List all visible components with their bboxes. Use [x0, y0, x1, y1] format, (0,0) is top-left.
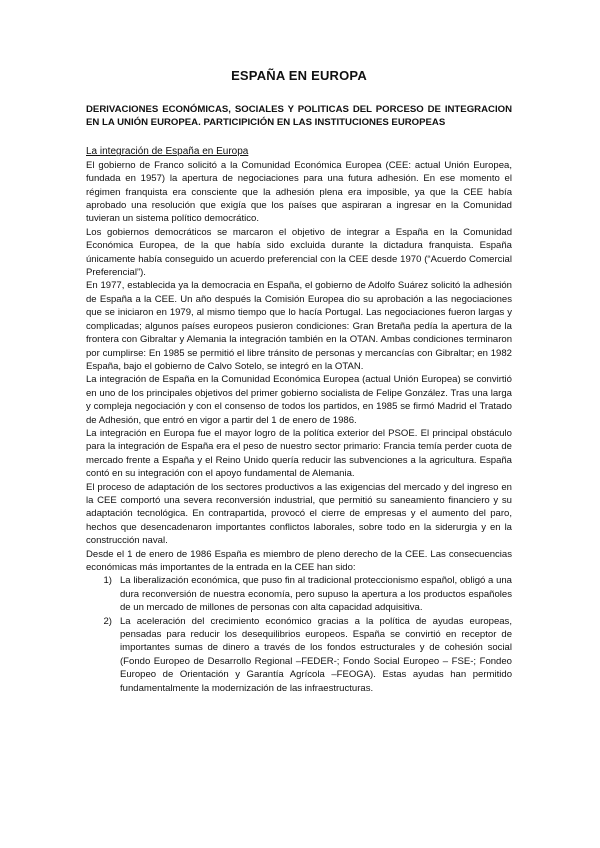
paragraph-4: La integración de España en la Comunidad Económica Europea (actual Unión Europea) se convirtió en uno de los principales objetivos del primer gobierno socialista de Felipe González. Tras una larga y compleja negociación y con el consenso de todos los partidos, en 1985 se firmó Madrid el Tratado de Adhesión, que entró en vigor a partir del 1 de enero de 1986.: [86, 374, 512, 426]
paragraph-2: Los gobiernos democráticos se marcaron el objetivo de integrar a España en la Comunidad Económica Europea, de la que había sido excluida durante la dictadura franquista. España únicamente había conseguido un acuerdo preferencial con la CEE desde 1970 (“Acuerdo Comercial Preferencial”).: [86, 226, 512, 279]
list-item-number: 2): [103, 615, 112, 627]
list-item-number: 1): [103, 575, 112, 587]
paragraph-1: El gobierno de Franco solicitó a la Comunidad Económica Europea (CEE: actual Unión Europea, fundada en 1957) la apertura de negociaciones para una futura adhesión. En ese momento el régimen franquista era consciente que la adhesión plena era imposible, ya que la CEE había aprobado una resolución que exigía que los países que aspiraran a ingresar en la Comunidad tuvieran un sistema político democrático.: [86, 159, 512, 225]
paragraph-5: La integración en Europa fue el mayor logro de la política exterior del PSOE. El principal obstáculo para la integración de España era el peso de nuestro sector primario: Francia temía perder cuota de mercado frente a España y el Reino Unido quería reducir las subvenciones a la agricultura. España contó en su integración con el apoyo fundamental de Alemania.: [86, 427, 512, 480]
paragraph-6: El proceso de adaptación de los sectores productivos a las exigencias del mercado y del ingreso en la CEE comportó una severa reconversión industrial, que permitió su saneamiento financiero y su adaptación tecnológica. En contrapartida, provocó el cierre de empresas y el aumento del paro, hechos que desencadenaron importantes conflictos laborales, sobre todo en la siderurgia y en la construcción naval.: [86, 481, 512, 547]
document-subtitle: DERIVACIONES ECONÓMICAS, SOCIALES Y POLITICAS DEL PORCESO DE INTEGRACION EN LA UNIÓN EUROPEA. PARTICIPICIÓN EN LAS INSTITUCIONES EUROPEAS: [86, 104, 512, 129]
body-text: [86, 159, 512, 575]
list-item-text: La liberalización económica, que puso fin al tradicional proteccionismo español, obligó a una dura reconversión de nuestra economía, pero supuso la apertura a los productos españoles de un mercado de millones de personas con alta capacidad adquisitiva.: [120, 575, 512, 614]
list-item: [86, 574, 512, 614]
list-item: [86, 615, 512, 695]
paragraph-3: En 1977, establecida ya la democracia en España, el gobierno de Adolfo Suárez solicitó la adhesión de España a la CEE. Un año después la Comisión Europea dio su aprobación a las negociaciones que se iniciaron en 1979, al mismo tiempo que lo hacía Portugal. Las negociaciones fueron largas y complicadas; algunos países europeos pusieron condiciones: Gran Bretaña pedía la apertura de la frontera con Gibraltar y Alemania la integración también en la OTAN. Ambas condiciones terminaron por cumplirse: En 1985 se permitió el libre tránsito de personas y mercancías con Gibraltar; en 1982 España, bajo el gobierno de Calvo Sotelo, se integró en la OTAN.: [86, 280, 512, 372]
section-heading: La integración de España en Europa: [86, 146, 249, 158]
list-item-text: La aceleración del crecimiento económico gracias a la política de ayudas europeas, pensadas para reducir los desequilibrios europeos. España se convirtió en receptor de importantes sumas de dinero a través de los fondos estructurales y de cohesión social (Fondo Europeo de Desarrollo Regional –FEDER-; Fondo Social Europeo – FSE-; Fondeo Europeo de Orientación y Garantía Agrícola –FEOGA). Estas ayudas han permitido fundamentalmente la modernización de las infraestructuras.: [120, 615, 512, 694]
paragraph-7: Desde el 1 de enero de 1986 España es miembro de pleno derecho de la CEE. Las consecuencias económicas más importantes de la entrada en la CEE han sido:: [86, 548, 512, 573]
page-title: ESPAÑA EN EUROPA: [231, 68, 367, 83]
consequences-list: [86, 574, 512, 695]
